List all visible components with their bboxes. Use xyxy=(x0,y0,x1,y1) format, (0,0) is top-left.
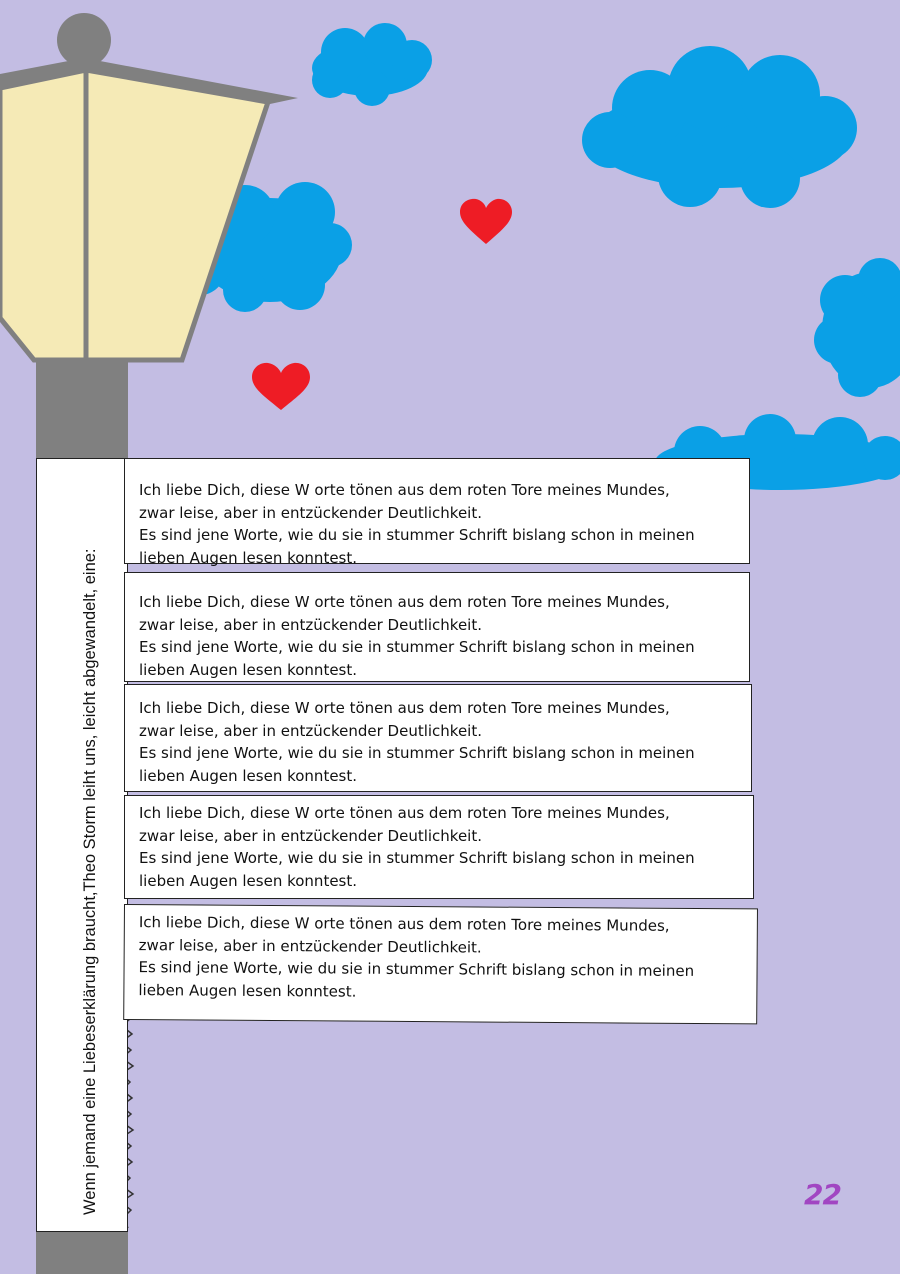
note-line: zwar leise, aber in entzückender Deutlichkeit. xyxy=(139,826,483,845)
note-line: lieben Augen lesen konntest. xyxy=(138,980,357,1001)
note-line: zwar leise, aber in entzückender Deutlichkeit. xyxy=(139,721,483,740)
note-line: Ich liebe Dich, diese W orte tönen aus dem roten Tore meines Mundes, xyxy=(139,804,670,822)
cloud-top-small xyxy=(312,23,432,106)
note-line: zwar leise, aber in entzückender Deutlichkeit. xyxy=(139,503,483,522)
note-line: lieben Augen lesen konntest. xyxy=(139,766,358,785)
note-line: Es sind jene Worte, wie du sie in stummer Schrift bislang schon in meinen xyxy=(139,744,695,762)
love-note-1 xyxy=(124,458,750,567)
love-note-3 xyxy=(124,684,752,792)
cloud-top-right xyxy=(582,46,857,208)
note-line: Es sind jene Worte, wie du sie in stummer Schrift bislang schon in meinen xyxy=(139,638,695,656)
side-banner-text: Wenn jemand eine Liebeserklärung braucht,Theo Storm leiht uns, leicht abgewandelt, eine: xyxy=(81,548,99,1215)
note-line: lieben Augen lesen konntest. xyxy=(139,548,358,567)
page-number: 22 xyxy=(804,1178,841,1211)
cloud-right-edge xyxy=(814,258,900,397)
note-line: Ich liebe Dich, diese W orte tönen aus dem roten Tore meines Mundes, xyxy=(138,913,670,935)
love-note-4 xyxy=(124,795,754,899)
note-line: Ich liebe Dich, diese W orte tönen aus dem roten Tore meines Mundes, xyxy=(139,593,670,611)
note-line: lieben Augen lesen konntest. xyxy=(139,660,358,679)
note-line: Ich liebe Dich, diese W orte tönen aus dem roten Tore meines Mundes, xyxy=(139,481,670,499)
note-line: Es sind jene Worte, wie du sie in stummer Schrift bislang schon in meinen xyxy=(139,526,695,544)
note-line: Es sind jene Worte, wie du sie in stummer Schrift bislang schon in meinen xyxy=(138,958,695,980)
love-note-2 xyxy=(124,572,750,682)
heart-icon-lower xyxy=(252,363,310,410)
note-line: zwar leise, aber in entzückender Deutlichkeit. xyxy=(139,615,483,634)
heart-icon-upper xyxy=(460,199,512,244)
street-lamp-icon xyxy=(0,70,268,360)
note-line: Ich liebe Dich, diese W orte tönen aus dem roten Tore meines Mundes, xyxy=(139,699,670,717)
note-line: lieben Augen lesen konntest. xyxy=(139,871,358,890)
love-note-5 xyxy=(123,904,758,1024)
note-line: zwar leise, aber in entzückender Deutlichkeit. xyxy=(138,935,482,956)
note-line: Es sind jene Worte, wie du sie in stummer Schrift bislang schon in meinen xyxy=(139,849,695,867)
